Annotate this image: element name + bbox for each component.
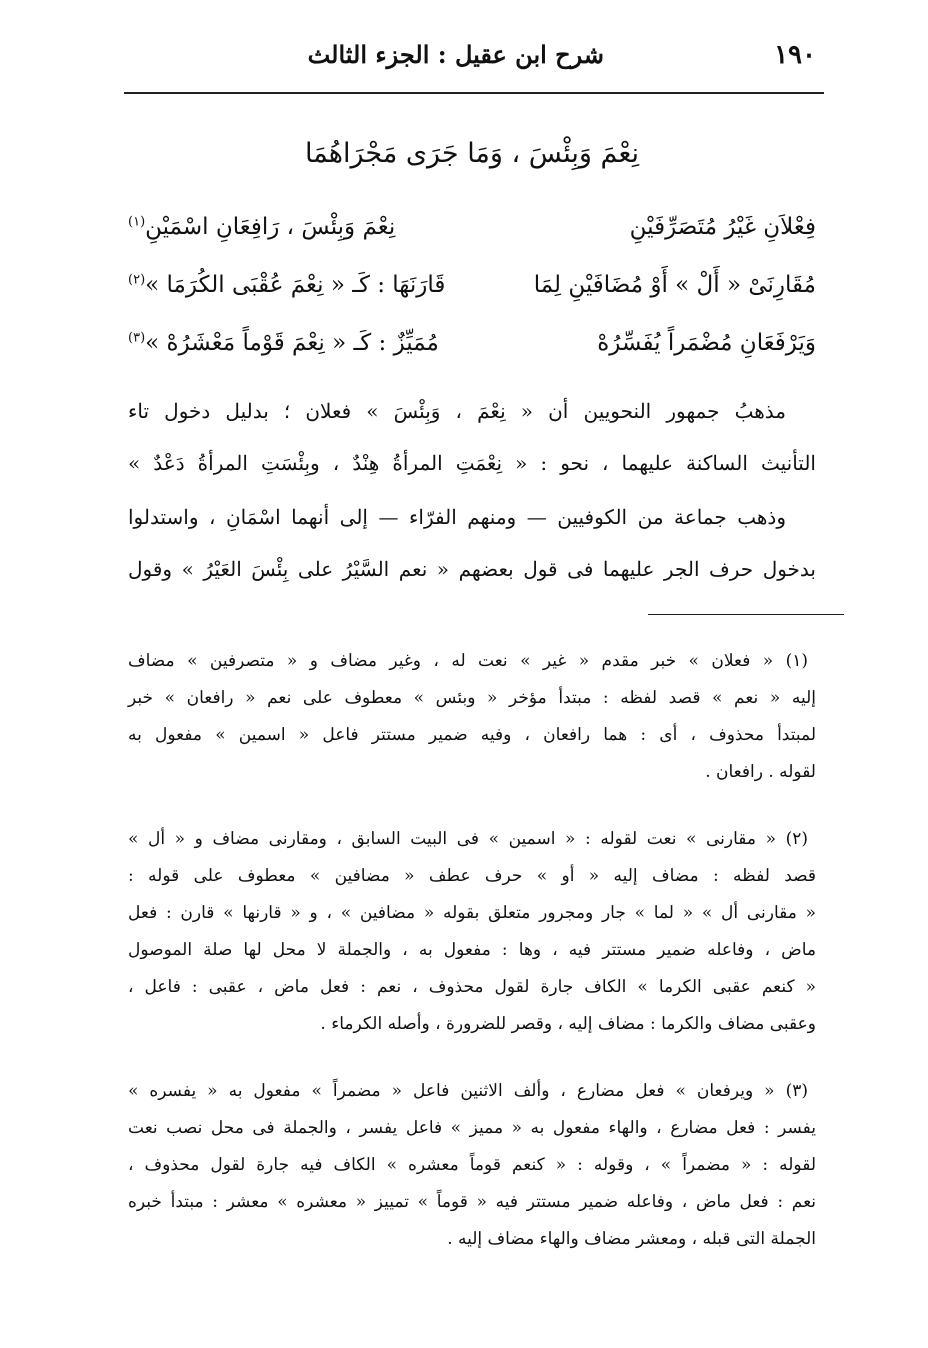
verse-second-hemistich: مُمَيِّزٌ : كَـ « نِعْمَ قَوْماً مَعْشَرُهْ »$^{(٣)}$ bbox=[128, 330, 439, 356]
footnote-line: نعم : فعل ماض ، وفاعله ضمير مستتر فيه « قوماً » تمييز « معشره » معشر : مبتدأ خبره bbox=[128, 1192, 816, 1212]
footnote-line: ماض ، وفاعله ضمير مستتر فيه ، وها : مفعول به ، والجملة لا محل لها صلة الموصول bbox=[128, 940, 816, 960]
footnote-line: وعقبى مضاف والكرما : مضاف إليه ، وقصر للضرورة ، وأصله الكرماء . bbox=[320, 1014, 816, 1034]
page-header bbox=[128, 34, 816, 78]
page-number: ١٩٠ bbox=[774, 40, 816, 70]
footnote-line: (٢) « مقارنى » نعت لقوله : « اسمين » فى البيت السابق ، ومقارنى مضاف و « أل » bbox=[128, 829, 808, 849]
footnote-line: (١) « فعلان » خبر مقدم « غير » نعت له ، وغير مضاف و « متصرفين » مضاف bbox=[128, 651, 808, 671]
footnote-mark: (٣) bbox=[128, 330, 146, 346]
verse-first-hemistich: مُقَارِنَىْ « أَلْ » أَوْ مُضَافَيْنِ لِمَا bbox=[533, 272, 816, 298]
verse-line bbox=[128, 272, 816, 312]
verse-first-hemistich: وَيَرْفَعَانِ مُضْمَراً يُفَسِّرُهْ bbox=[597, 330, 816, 356]
footnote-mark: (٢) bbox=[128, 272, 146, 288]
verse-second-hemistich: قَارَنَهَا : كَـ « نِعْمَ عُقْبَى الكُرَمَا »$^{(٢)}$ bbox=[128, 272, 446, 298]
footnote-line: إليه « نعم » قصد لفظه : مبتدأ مؤخر « وبئس » معطوف على نعم « رافعان » خبر bbox=[128, 688, 816, 708]
footnote-mark: (١) bbox=[128, 214, 146, 230]
verse-first-hemistich: فِعْلاَنِ غَيْرُ مُتَصَرِّفَيْنِ bbox=[629, 214, 816, 240]
footnote-line: الجملة التى قبله ، ومعشر مضاف والهاء مضاف إليه . bbox=[447, 1229, 816, 1249]
footnote-line: يفسر : فعل مضارع ، والهاء مفعول به « مميز » فاعل يفسر ، والجملة فى محل نصب نعت bbox=[128, 1118, 816, 1138]
running-title: شرح ابن عقيل : الجزء الثالث bbox=[307, 40, 604, 69]
footnote-line: « كنعم عقبى الكرما » الكاف جارة لقول محذوف ، نعم : فعل ماض ، عقبى : فاعل ، bbox=[128, 977, 816, 997]
verse-second-hemistich: نِعْمَ وَبِئْسَ ، رَافِعَانِ اسْمَيْنِ$^{(١)}$ bbox=[128, 214, 396, 240]
body-text-line: وذهب جماعة من الكوفيين — ومنهم الفرّاء — إلى أنهما اسْمَانِ ، واستدلوا bbox=[128, 505, 786, 529]
header-rule bbox=[124, 92, 824, 94]
footnote-line: قصد لفظه : مضاف إليه « أو » حرف عطف « مضافين » معطوف على قوله : bbox=[128, 866, 816, 886]
verse-line bbox=[128, 214, 816, 254]
footnote-line: لقوله : « مضمراً » ، وقوله : « كنعم قوماً معشره » الكاف فيه جارة لقول محذوف ، bbox=[128, 1155, 816, 1175]
footnote-rule bbox=[648, 614, 844, 615]
body-text-line: التأنيث الساكنة عليهما ، نحو : « نِعْمَتِ المرأةُ هِنْدٌ ، وبِئْسَتِ المرأةُ دَعْدٌ » bbox=[128, 451, 816, 475]
footnote-line: (٣) « ويرفعان » فعل مضارع ، وألف الاثنين فاعل « مضمراً » مفعول به « يفسره » bbox=[128, 1081, 808, 1101]
body-text-line: مذهبُ جمهور النحويين أن « نِعْمَ ، وَبِئْسَ » فعلان ؛ بدليل دخول تاء bbox=[128, 399, 786, 423]
footnote-line: لمبتدأ محذوف ، أى : هما رافعان ، وفيه ضمير مستتر فاعل « اسمين » مفعول به bbox=[128, 725, 816, 745]
verse-line bbox=[128, 330, 816, 370]
body-text-line: بدخول حرف الجر عليهما فى قول بعضهم « نعم السَّيْرُ على بِئْسَ العَيْرُ » وقول bbox=[128, 557, 816, 581]
section-title: نِعْمَ وَبِئْسَ ، وَمَا جَرَى مَجْرَاهُمَا bbox=[304, 138, 640, 169]
footnote-line: لقوله . رافعان . bbox=[705, 762, 816, 782]
footnote-line: « مقارنى أل » « لما » جار ومجرور متعلق بقوله « مضافين » ، و « قارنها » قارن : فعل bbox=[128, 903, 816, 923]
